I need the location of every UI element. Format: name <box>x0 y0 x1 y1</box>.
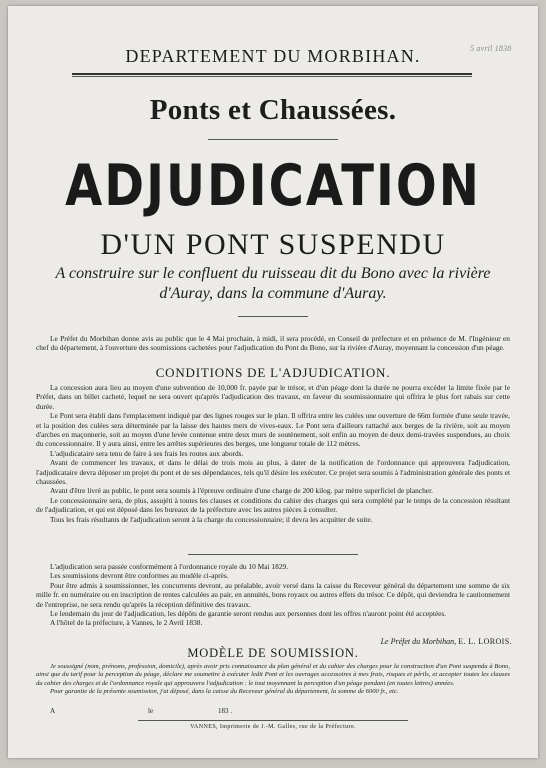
model-paragraph: Pour garantie de la présente soumission, j'ai déposé, dans la caisse du Receveur général du département, la somme de 6000 fr., etc. <box>50 688 399 696</box>
intro-paragraph <box>36 334 510 353</box>
location-line: A construire sur le confluent du ruisseau dit du Bono avec la rivière <box>55 265 491 282</box>
rule-item: Le lendemain du jour de l'adjudication, les dépôts de garantie seront rendus aux personnes dont les offres n'auront point été acceptées. <box>50 609 447 619</box>
condition-item: Avant de commencer les travaux, et dans le délai de trois mois au plus, à dater de la notification de l'ordonnance qui approuvera l'adjudication, l'adjudicataire devra déposer un projet du pont et de ses dépendances, tels qu'il désire les exécuter. Ce projet sera soumis à l'administration générale des ponts et chaussées. <box>36 458 510 487</box>
date-line-place: A <box>50 707 56 715</box>
rule-item: Les soumissions devront être conformes au modèle ci-après. <box>50 571 229 581</box>
rule-item: A l'hôtel de la préfecture, à Vannes, le 2 Avril 1838. <box>50 618 203 628</box>
department-heading: DEPARTEMENT DU MORBIHAN. <box>125 46 421 66</box>
pencil-annotation: 5 avril 1838 <box>470 44 512 53</box>
condition-item: Avant d'être livré au public, le pont sera soumis à l'épreuve ordinaire d'une charge de 200 kilog. par mètre superficiel de plancher. <box>50 486 433 496</box>
rules-list <box>36 562 510 628</box>
model-paragraph: Je soussigné (nom, prénoms, profession, domicile), après avoir pris connaissance du plan général et du cahier des charges pour la construction d'un Pont suspendu à Bono, ainsi que du tarif pour la perception du péage, déclare me soumettre à exécuter ledit Pont et les ouvrages accessoires à mes frais, risques et périls, et accepter toutes les clauses du cahier des charges et de l'ordonnance royale qui approuvera l'adjudication : le tout moyennant la perception d'un péage pendant (en toutes lettres) années. <box>36 663 510 687</box>
divider <box>208 139 338 140</box>
divider <box>138 720 408 721</box>
condition-item: Le Pont sera établi dans l'emplacement indiqué par des lignes rouges sur le plan. Il offrira entre les culées une ouverture de 66m formée d'une seule travée, et la position des culées sera déterminée par la laisse des hautes mers de vives-eaux. Le Pont sera d'ailleurs rattaché aux berges de la rivière, soit au moyen d'arches en maçonnerie, soit au moyen d'une levée contenue entre deux murs de soutènement, soit enfin au moyen de deux demi-travées suspendues, au choix du concessionnaire. Il y aura ainsi, entre les arrêtes supérieures des berges, une longueur totale de 112 mètres. <box>36 411 510 449</box>
intro-text: Le Préfet du Morbihan donne avis au public que le 4 Mai prochain, à midi, il sera procédé, en Conseil de préfecture et en présence de M. l'Ingénieur en chef du département, à l'ouverture des soumissions cachetées pour l'adjudication du Pont du Bono, sur la rivière d'Auray, moyennant la concession d'un péage. <box>36 334 510 353</box>
poster <box>8 6 538 758</box>
rule-item: Pour être admis à soumissionner, les concurrents devront, au préalable, avoir versé dans la caisse du Receveur général du département une somme de six mille fr. en numéraire ou en inscription de rentes calculées au pair, en annuités, bons royaux ou autres effets du trésor. Ce dépôt, qui deviendra le cautionnement de l'entreprise, ne sera rendu qu'après la réception définitive des travaux. <box>36 580 510 609</box>
subtitle: D'UN PONT SUSPENDU <box>100 228 446 261</box>
main-title: ADJUDICATION <box>65 153 481 220</box>
signature-prefix: Le Préfet du Morbihan, <box>380 637 457 646</box>
conditions-list <box>36 383 510 524</box>
condition-item: La concession aura lieu au moyen d'une subvention de 10,000 fr. payée par le trésor, et d'un péage dont la durée ne pourra excéder la limite fixée par le Préfet, dans un billet cacheté, lequel ne sera ouvert qu'après l'adjudication des travaux, en faveur du soumissionnaire qui offrira le plus fort rabais sur cette durée. <box>36 383 510 411</box>
service-heading: Ponts et Chaussées. <box>149 94 397 126</box>
divider <box>238 316 308 317</box>
printer-imprint: VANNES, Imprimerie de J.-M. Galles, rue de la Préfecture. <box>190 724 356 730</box>
condition-item: L'adjudicataire sera tenu de faire à ses frais les routes aux abords. <box>50 448 244 458</box>
date-line-le: le <box>148 707 154 715</box>
signature <box>381 637 512 646</box>
condition-item: Tous les frais résultants de l'adjudication seront à la charge du concessionnaire; il devra les acquitter de suite. <box>50 514 373 524</box>
date-line-year: 183 . <box>218 707 232 715</box>
signature-name: E. L. LOROIS. <box>458 637 512 646</box>
location-line: d'Auray, dans la commune d'Auray. <box>159 285 387 302</box>
model-text <box>36 663 510 697</box>
divider <box>72 73 472 75</box>
conditions-heading: CONDITIONS DE L'ADJUDICATION. <box>155 365 391 380</box>
condition-item: Le concessionnaire sera, de plus, assujéti à toutes les clauses et conditions du cahier des charges qui sera complété par le temps de la concession résultant de l'adjudication, et qui est déposé dans les bureaux de la préfecture avec les autres pièces à consulter. <box>36 495 510 515</box>
rule-item: L'adjudication sera passée conformément à l'ordonnance royale du 10 Mai 1829. <box>50 562 289 571</box>
model-heading: MODÈLE DE SOUMISSION. <box>187 646 359 660</box>
divider <box>72 76 472 77</box>
divider <box>188 554 358 555</box>
location-description <box>48 264 498 304</box>
